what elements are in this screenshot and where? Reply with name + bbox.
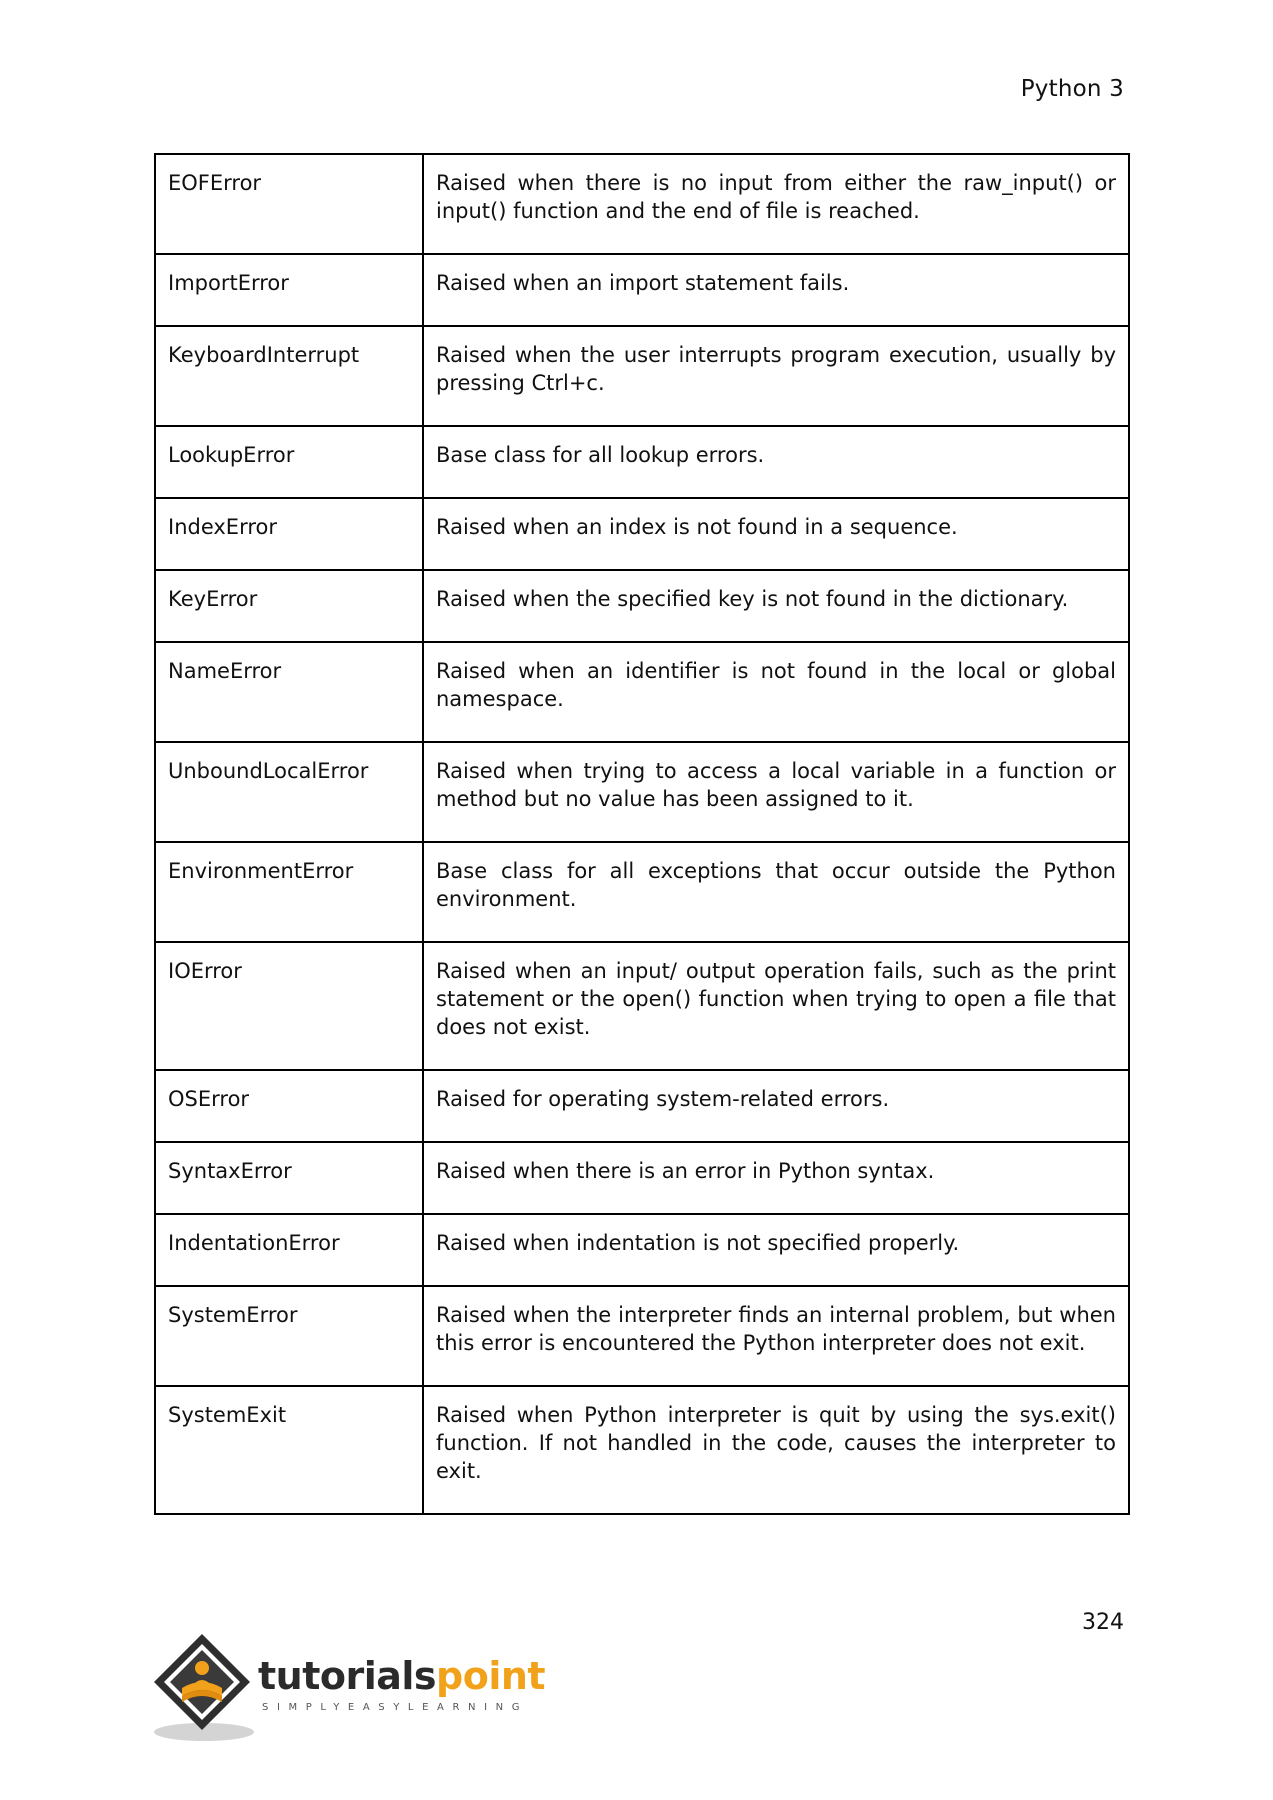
exception-description: Raised when there is an error in Python syntax. [423, 1142, 1129, 1214]
exception-description: Raised when an identifier is not found in the local or global namespace. [423, 642, 1129, 742]
exception-description: Raised when an import statement fails. [423, 254, 1129, 326]
exception-name: SystemExit [155, 1386, 423, 1514]
exception-description: Raised when an index is not found in a sequence. [423, 498, 1129, 570]
exception-description: Raised when there is no input from either the raw_input() or input() function and the end of file is reached. [423, 154, 1129, 254]
exception-description: Raised when trying to access a local variable in a function or method but no value has been assigned to it. [423, 742, 1129, 842]
exception-name: KeyError [155, 570, 423, 642]
exception-description: Raised when the user interrupts program execution, usually by pressing Ctrl+c. [423, 326, 1129, 426]
table-row [155, 498, 1129, 570]
exception-name: EnvironmentError [155, 842, 423, 942]
table-row [155, 326, 1129, 426]
table-row [155, 154, 1129, 254]
exception-name: EOFError [155, 154, 423, 254]
table-row [155, 1214, 1129, 1286]
exception-description: Raised when the specified key is not found in the dictionary. [423, 570, 1129, 642]
exception-name: ImportError [155, 254, 423, 326]
table-row [155, 842, 1129, 942]
exception-name: OSError [155, 1070, 423, 1142]
table-row [155, 742, 1129, 842]
table-row [155, 254, 1129, 326]
page-number: 324 [1082, 1610, 1124, 1635]
tutorialspoint-logo-icon [152, 1632, 262, 1744]
logo-word-accent: point [436, 1654, 546, 1698]
exception-description: Raised for operating system-related errors. [423, 1070, 1129, 1142]
table-row [155, 426, 1129, 498]
exception-name: SyntaxError [155, 1142, 423, 1214]
table-row [155, 1142, 1129, 1214]
tutorialspoint-logo [152, 1632, 546, 1744]
exception-name: IndentationError [155, 1214, 423, 1286]
table-row [155, 1386, 1129, 1514]
exception-name: LookupError [155, 426, 423, 498]
exception-name: KeyboardInterrupt [155, 326, 423, 426]
logo-tagline: SIMPLYEASYLEARNING [262, 1702, 529, 1713]
running-header: Python 3 [1020, 76, 1124, 102]
exception-description: Raised when Python interpreter is quit by using the sys.exit() function. If not handled in the code, causes the interpreter to exit. [423, 1386, 1129, 1514]
logo-wordmark [258, 1654, 545, 1698]
table-row [155, 1070, 1129, 1142]
exception-description: Base class for all lookup errors. [423, 426, 1129, 498]
exception-description: Raised when indentation is not specified properly. [423, 1214, 1129, 1286]
exception-name: IndexError [155, 498, 423, 570]
exceptions-table [154, 153, 1130, 1515]
exception-description: Raised when an input/ output operation fails, such as the print statement or the open() function when trying to open a file that does not exist. [423, 942, 1129, 1070]
logo-word-main: tutorials [258, 1654, 437, 1698]
table-row [155, 1286, 1129, 1386]
exception-description: Base class for all exceptions that occur outside the Python environment. [423, 842, 1129, 942]
exception-description: Raised when the interpreter finds an internal problem, but when this error is encountered the Python interpreter does not exit. [423, 1286, 1129, 1386]
table-row [155, 942, 1129, 1070]
exception-name: NameError [155, 642, 423, 742]
table-row [155, 570, 1129, 642]
exception-name: UnboundLocalError [155, 742, 423, 842]
exception-name: IOError [155, 942, 423, 1070]
table-row [155, 642, 1129, 742]
exception-name: SystemError [155, 1286, 423, 1386]
